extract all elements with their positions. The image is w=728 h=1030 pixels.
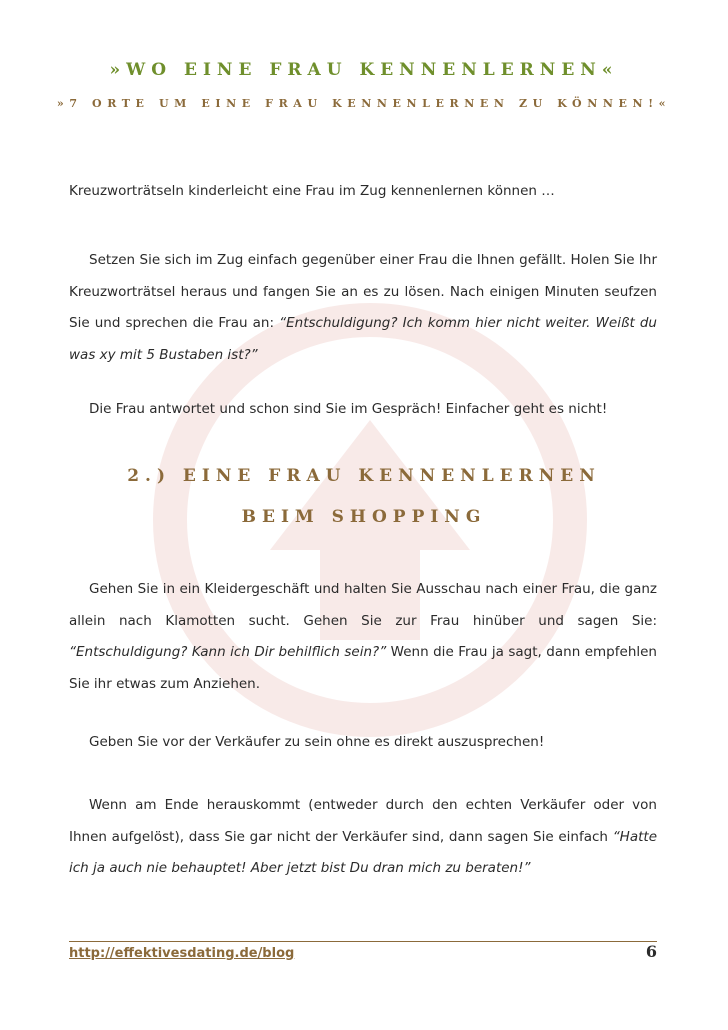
footer-link[interactable]: http://effektivesdating.de/blog	[69, 946, 295, 961]
paragraph-verkaeufer	[69, 727, 657, 759]
paragraph-ende	[69, 790, 657, 885]
paragraph-shopping-text-after: Wenn die Frau ja sagt, dann empfehlen Sie ihr etwas zum Anziehen.	[69, 644, 657, 692]
paragraph-zug-text: Setzen Sie sich im Zug einfach gegenüber einer Frau die Ihnen gefällt. Holen Sie Ihr Kreuzworträtsel heraus und fangen Sie an es zu lösen. Nach einigen Minuten seufzen Sie und sprechen die Frau an:	[69, 252, 657, 331]
paragraph-antwort	[69, 394, 657, 426]
section-heading-line1: 2.) EINE FRAU KENNENLERNEN	[127, 466, 601, 486]
intro-line	[69, 176, 657, 208]
paragraph-shopping	[69, 574, 657, 700]
intro-text: Kreuzworträtseln kinderleicht eine Frau im Zug kennenlernen können …	[69, 183, 555, 199]
section-heading-line2: BEIM SHOPPING	[241, 507, 487, 527]
paragraph-ende-quote: “Hatte ich ja auch nie behauptet! Aber jetzt bist Du dran mich zu beraten!”	[69, 828, 657, 876]
page-number: 6	[645, 942, 657, 961]
document-title: »WO EINE FRAU KENNENLERNEN«	[109, 60, 619, 80]
paragraph-verkaeufer-text: Geben Sie vor der Verkäufer zu sein ohne es direkt auszusprechen!	[89, 734, 545, 750]
paragraph-zug-quote: “Entschuldigung? Ich komm hier nicht weiter. Weißt du was xy mit 5 Bustaben ist?”	[69, 315, 657, 363]
footer-divider	[69, 941, 657, 942]
paragraph-zug	[69, 245, 657, 371]
paragraph-shopping-quote: “Entschuldigung? Kann ich Dir behilflich sein?”	[69, 644, 387, 660]
paragraph-ende-text: Wenn am Ende herauskommt (entweder durch den echten Verkäufer oder von Ihnen aufgelöst), dass Sie gar nicht der Verkäufer sind, dann sagen Sie einfach	[69, 797, 657, 845]
paragraph-shopping-text-before: Gehen Sie in ein Kleidergeschäft und halten Sie Ausschau nach einer Frau, die ganz allein nach Klamotten sucht. Gehen Sie zur Frau hinüber und sagen Sie:	[69, 581, 657, 629]
document-subtitle: »7 ORTE UM EINE FRAU KENNENLERNEN ZU KÖNNEN!«	[56, 97, 672, 110]
paragraph-antwort-text: Die Frau antwortet und schon sind Sie im Gespräch! Einfacher geht es nicht!	[89, 401, 608, 417]
